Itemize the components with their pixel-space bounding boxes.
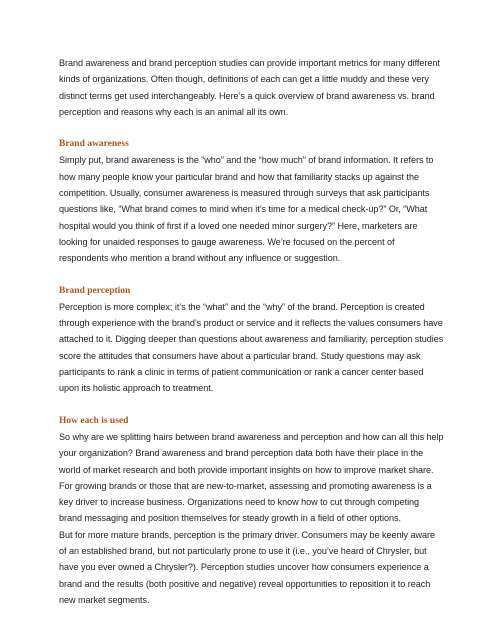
intro-paragraph: Brand awareness and brand perception studies can provide important metrics for many different kinds of organizations. Often though, definitions of each can get a little muddy and these very distinct terms get used interchangeably. Here’s a quick overview of brand awareness vs. brand perception and reasons why each is an animal all its own. [59,58,440,117]
brand-awareness-paragraph: Simply put, brand awareness is the “who” and the “how much” of brand information. It refers to how many people know your particular brand and how that familiarity stacks up against the competition. Usually, consumer awareness is measured through surveys that ask participants questions like, “What brand comes to mind when it’s time for a medical check-up?” Or, “What hospital would you think of first if a loved one needed minor surgery?” Here, marketers are looking for unaided responses to gauge awareness. We’re focused on the percent of respondents who mention a brand without any influence or suggestion. [59,155,434,264]
mature-brands-paragraph: But for more mature brands, perception is the primary driver. Consumers may be keenly aware of an established brand, but not particularly prone to use it (i.e., you’ve heard of Chrysler, but have you ever owned a Chrysler?). Perception studies uncover how consumers experience a brand and the results (both positive and negative) reveal opportunities to reposition it to reach new market segments. [59,529,436,605]
heading-brand-awareness: Brand awareness [59,139,129,150]
heading-brand-perception: Brand perception [59,285,131,296]
heading-how-each-is-used: How each is used [59,415,129,426]
document-page [59,55,444,608]
brand-perception-paragraph: Perception is more complex; it’s the “what” and the “why” of the brand. Perception is created through experience with the brand’s product or service and it reflects the values consumers have attached to it. Digging deeper than questions about awareness and familiarity, perception studies score the attitudes that consumers have about a particular brand. Study questions may ask participants to rank a clinic in terms of patient communication or rank a cancer center based upon its holistic approach to treatment. [59,301,444,394]
how-each-is-used-paragraph: So why are we splitting hairs between brand awareness and perception and how can all this help your organization? Brand awareness and brand perception data both have their place in the world of market research and both provide important insights on how to improve market share. For growing brands or those that are new-to-market, assessing and promoting awareness is a key driver to increase business. Organizations need to know how to cut through competing brand messaging and position themselves for steady growth in a field of other options. [59,431,444,524]
